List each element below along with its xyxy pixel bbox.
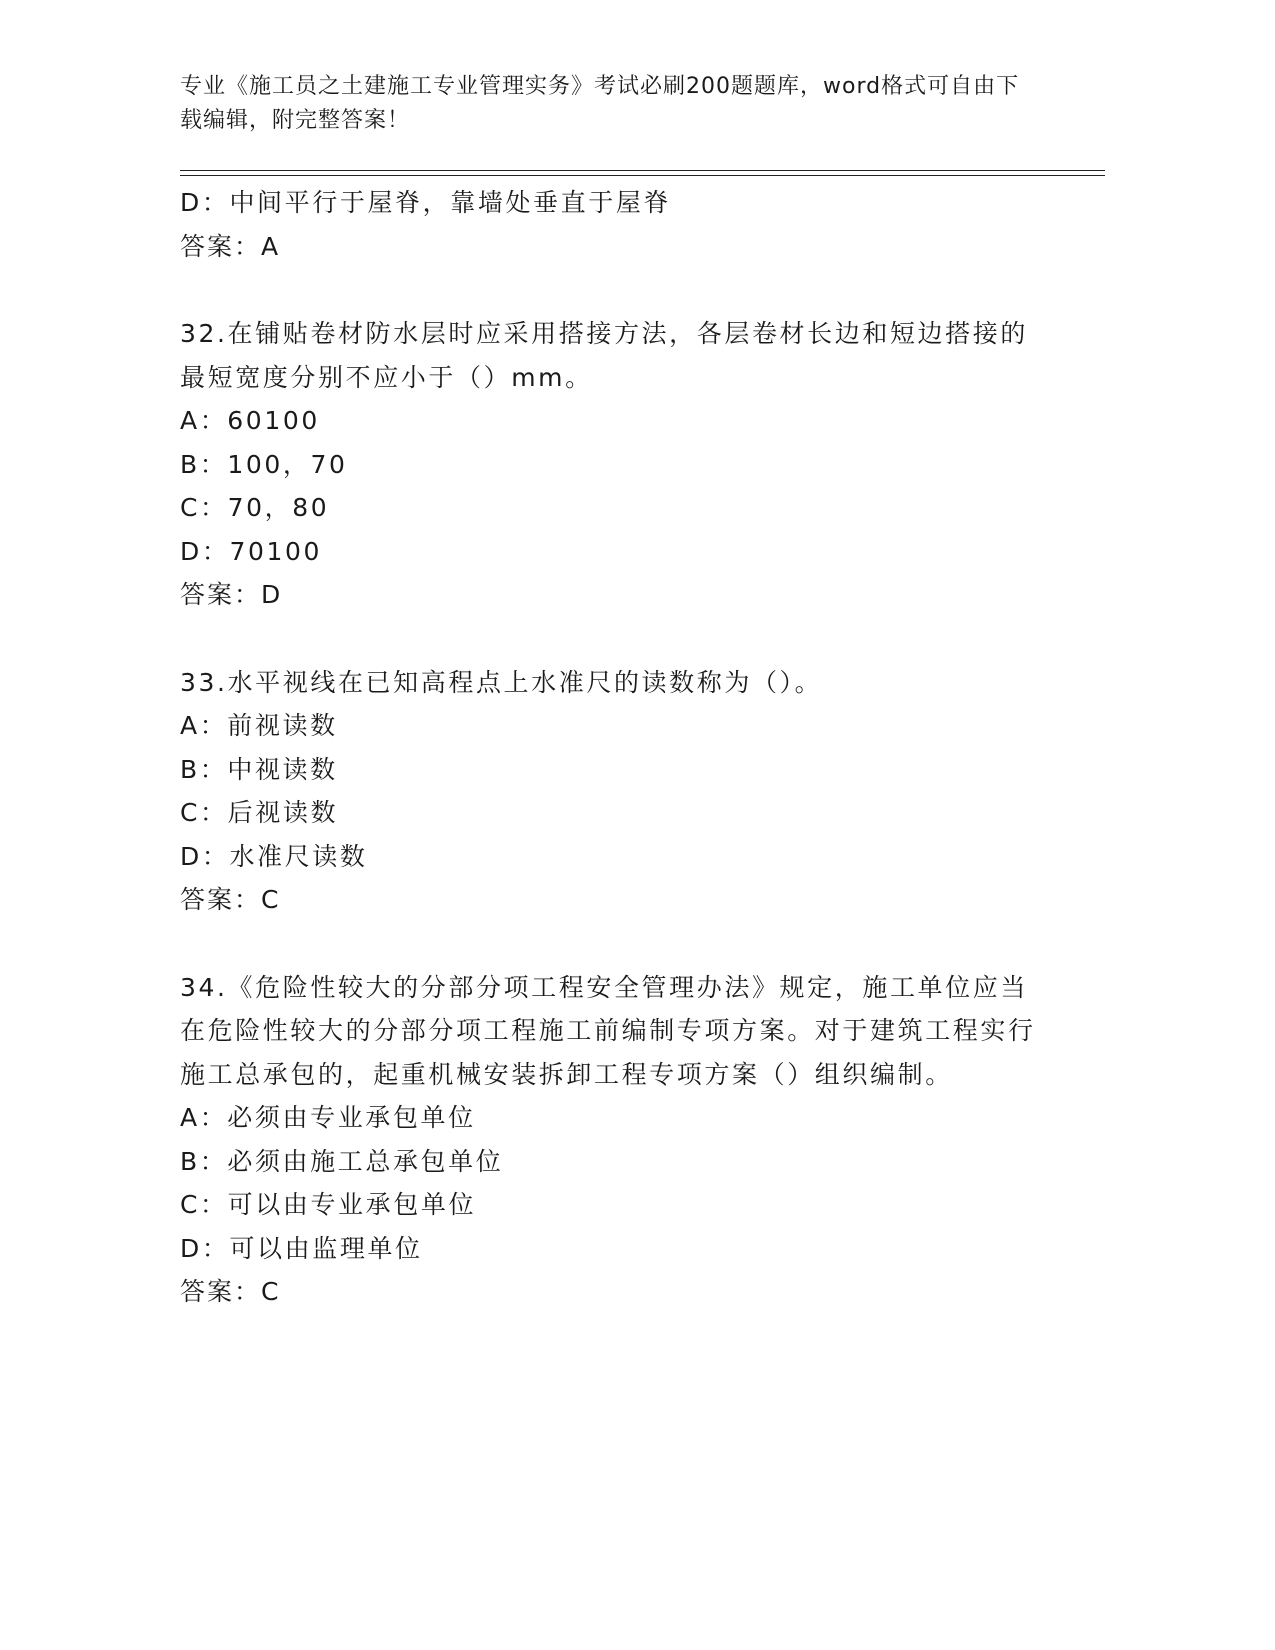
question-text: 34.《危险性较大的分部分项工程安全管理办法》规定，施工单位应当在危险性较大的分部分项工程施工前编制专项方案。对于建筑工程实行施工总承包的，起重机械安装拆卸工程专项方案（）组织编制。 [180,972,1036,1089]
question-text: 33.水平视线在已知高程点上水准尺的读数称为（）。 [180,667,823,697]
question-text: 32.在铺贴卷材防水层时应采用搭接方法，各层卷材长边和短边搭接的最短宽度分别不应小于（）mm。 [180,319,1028,392]
question-34 [180,966,1040,1314]
option-c: C：可以由专业承包单位 [180,1190,477,1219]
spacer [180,617,1040,661]
question-33 [180,661,1040,922]
question-answer: 答案：D [180,580,283,609]
spacer [180,922,1040,966]
option-d: D：70100 [180,536,322,566]
option-b: B：中视读数 [180,754,338,784]
question-content [180,181,1040,1314]
option-a: A：60100 [180,406,320,435]
option-b: B：必须由施工总承包单位 [180,1146,504,1176]
option-a: A：前视读数 [180,711,338,740]
question-32 [180,312,1040,617]
option-c: C：70，80 [180,493,330,522]
option-a: A：必须由专业承包单位 [180,1103,476,1132]
header-rule-bottom [180,175,1105,176]
header-rule-top [180,170,1105,171]
option-d: D：水准尺读数 [180,841,368,871]
lead-option-d: D：中间平行于屋脊，靠墙处垂直于屋脊 [180,188,672,217]
lead-answer: 答案：A [180,231,281,261]
option-d: D：可以由监理单位 [180,1233,423,1263]
option-c: C：后视读数 [180,798,339,827]
document-header: 专业《施工员之土建施工专业管理实务》考试必刷200题题库，word格式可自由下载编辑，附完整答案！ [180,74,1020,133]
question-answer: 答案：C [180,885,281,914]
question-answer: 答案：C [180,1277,281,1306]
spacer [180,268,1040,312]
option-b: B：100，70 [180,449,348,479]
